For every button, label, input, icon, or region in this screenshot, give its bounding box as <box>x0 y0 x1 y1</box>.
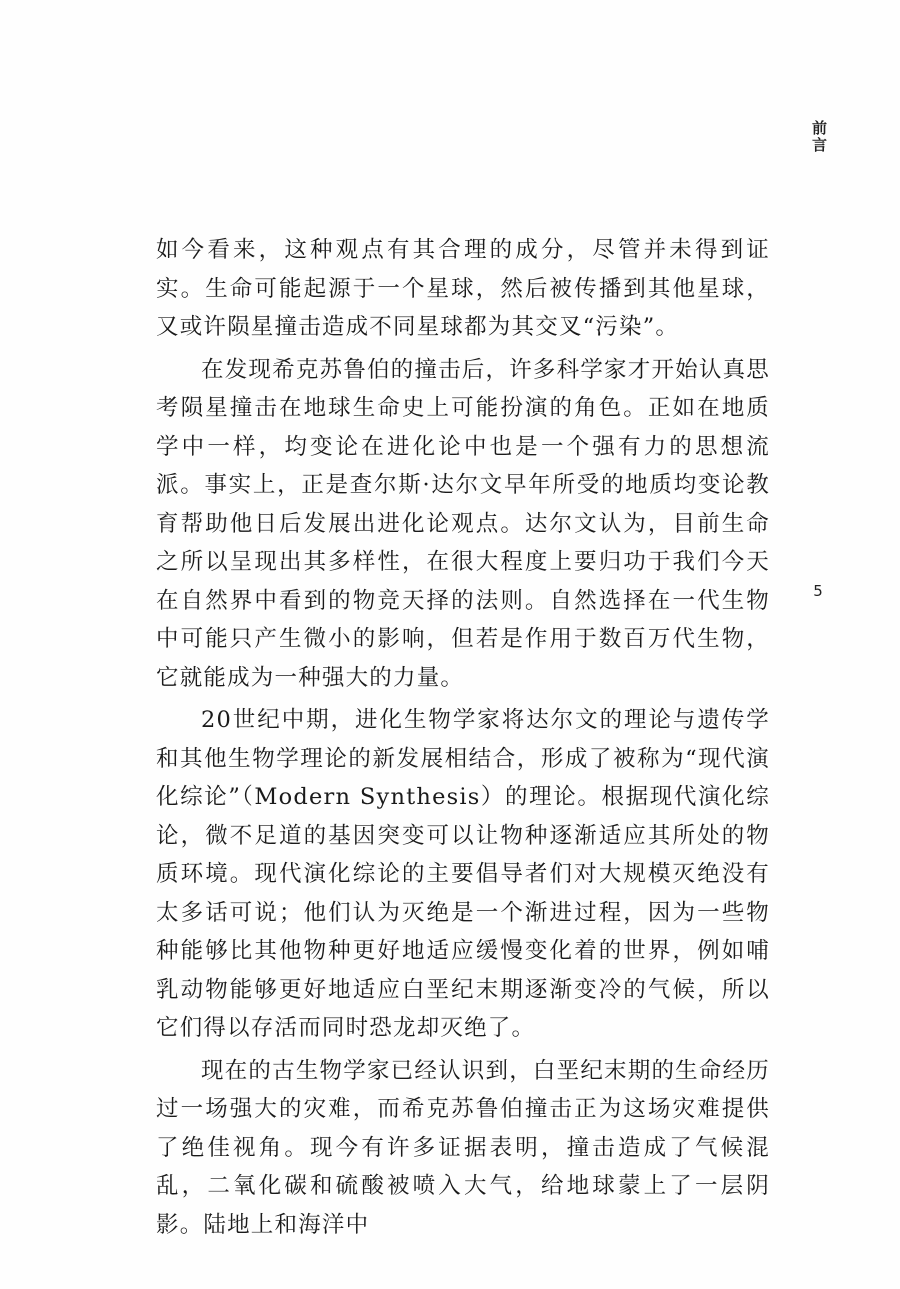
page-number: 5 <box>813 582 823 600</box>
section-header: 前言 <box>810 120 828 154</box>
paragraph: 在发现希克苏鲁伯的撞击后，许多科学家才开始认真思考陨星撞击在地球生命史上可能扮演的角色。正如在地质学中一样，均变论在进化论中也是一个强有力的思想流派。事实上，正是查尔斯·达尔文早年所受的地质均变论教育帮助他日后发展出进化论观点。达尔文认为，目前生命之所以呈现出其多样性，在很大程度上要归功于我们今天在自然界中看到的物竞天择的法则。自然选择在一代生物中可能只产生微小的影响，但若是作用于数百万代生物，它就能成为一种强大的力量。 <box>156 356 770 691</box>
body-text <box>156 231 770 1244</box>
paragraph: 20世纪中期，进化生物学家将达尔文的理论与遗传学和其他生物学理论的新发展相结合，形成了被称为“现代演化综论”（Modern Synthesis）的理论。根据现代演化综论，微不足道的基因突变可以让物种逐渐适应其所处的物质环境。现代演化综论的主要倡导者们对大规模灭绝没有太多话可说；他们认为灭绝是一个渐进过程，因为一些物种能够比其他物种更好地适应缓慢变化着的世界，例如哺乳动物能够更好地适应白垩纪末期逐渐变冷的气候，所以它们得以存活而同时恐龙却灭绝了。 <box>156 707 770 1041</box>
paragraph: 现在的古生物学家已经认识到，白垩纪末期的生命经历过一场强大的灾难，而希克苏鲁伯撞击正为这场灾难提供了绝佳视角。现今有许多证据表明，撞击造成了气候混乱，二氧化碳和硫酸被喷入大气，给地球蒙上了一层阴影。陆地上和海洋中 <box>156 1057 770 1238</box>
paragraph: 如今看来，这种观点有其合理的成分，尽管并未得到证实。生命可能起源于一个星球，然后被传播到其他星球，又或许陨星撞击造成不同星球都为其交叉“污染”。 <box>156 237 770 340</box>
